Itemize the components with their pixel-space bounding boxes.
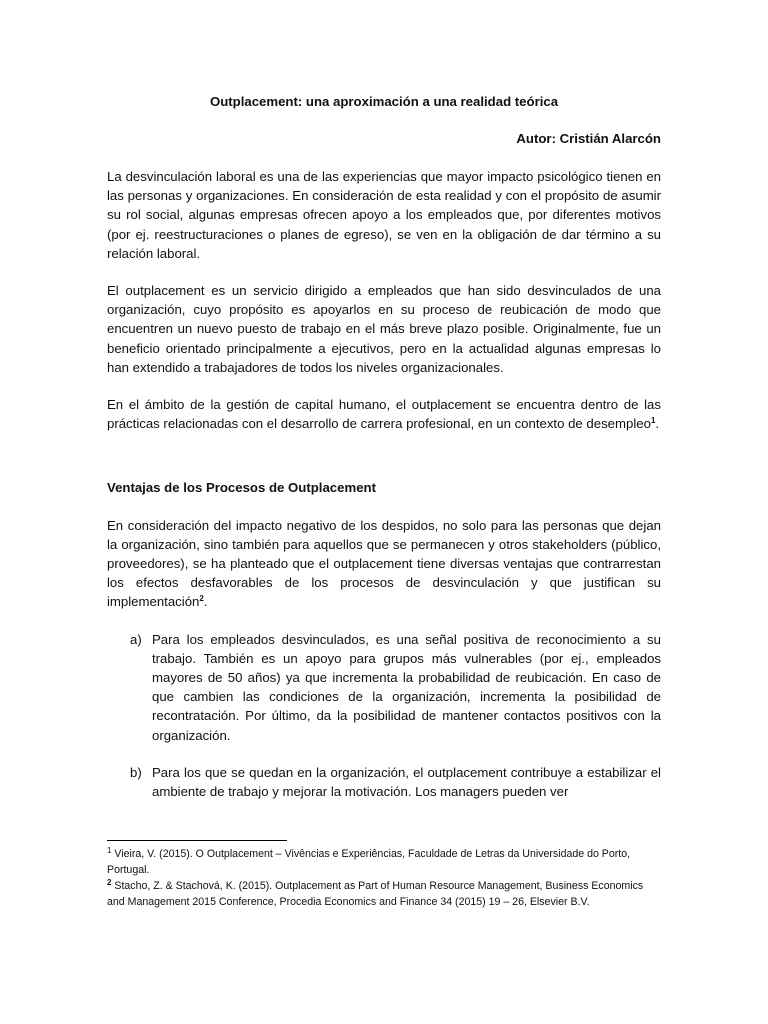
footnote-divider [107,840,287,841]
section-paragraph-end: . [203,594,208,610]
list-marker: a) [130,631,142,647]
section-heading: Ventajas de los Procesos de Outplacement [107,480,376,496]
footnote-number: 2 [107,878,112,887]
paragraph-1: La desvinculación laboral es una de las experiencias que mayor impacto psicológico tienen en las personas y organizaciones. En consideración de esta realidad y con el propósito de asumir su rol social, algunas empresas ofrecen apoyo a los empleados que, por diferentes motivos (por ej. reestructuraciones o planes de egreso), se ven en la obligación de dar término a su relación laboral. [107,169,661,261]
paragraph-3 [107,395,661,433]
footnote-1 [107,846,661,878]
list-item [107,763,661,801]
paragraph-3-text: En el ámbito de la gestión de capital humano, el outplacement se encuentra dentro de las prácticas relacionadas con el desarrollo de carrera profesional, en un contexto de desempleo [107,397,661,432]
paragraph-2: El outplacement es un servicio dirigido a empleados que han sido desvinculados de una organización, cuyo propósito es apoyarlos en su proceso de reubicación de modo que encuentren un nuevo puesto de trabajo en el más breve plazo posible. Originalmente, fue un beneficio orientado principalmente a ejecutivos, pero en la actualidad algunas empresas lo han extendido a trabajadores de todos los niveles organizacionales. [107,283,661,375]
document-body [107,167,661,819]
section-paragraph-text: En consideración del impacto negativo de los despidos, no solo para las personas que dejan la organización, sino también para aquellos que se permanecen y otros stakeholders (público, proveedores), se ha planteado que el outplacement tiene diversas ventajas que contrarrestan los efectos desfavorables de los procesos de desvinculación y que justifican su implementación [107,517,661,610]
footnote-text: Vieira, V. (2015). O Outplacement – Vivências e Experiências, Faculdade de Letras da Universidade do Porto, Portugal. [107,848,631,876]
footnote-ref-1[interactable]: 1 [650,416,656,426]
list-item [107,630,661,745]
advantages-list [107,630,661,802]
footnote-2 [107,878,661,910]
list-marker: b) [130,764,142,780]
footnotes [107,846,661,910]
list-item-text: Para los empleados desvinculados, es una señal positiva de reconocimiento a su trabajo. También es un apoyo para grupos más vulnerables (por ej., empleados mayores de 50 años) ya que incrementa la probabilidad de reubicación. En caso de que cambien las condiciones de la organización, incrementa la posibilidad de recontratación. Por último, da la posibilidad de mantener contactos positivos con la organización. [152,631,661,743]
footnote-ref-2[interactable]: 2 [199,594,204,604]
list-item-text: Para los que se quedan en la organización, el outplacement contribuye a estabilizar el ambiente de trabajo y mejorar la motivación. Los managers pueden ver [152,764,661,800]
document-title: Outplacement: una aproximación a una realidad teórica [209,94,559,109]
section-paragraph [107,516,661,612]
footnote-number: 1 [107,846,112,855]
paragraph-3-end: . [655,416,660,432]
document-author: Autor: Cristián Alarcón [516,131,661,146]
footnote-text: Stacho, Z. & Stachová, K. (2015). Outplacement as Part of Human Resource Management, Business Economics and Management 2015 Conference, Procedia Economics and Finance 34 (2015) 19 – 26, Elsevier B.V. [107,880,644,908]
